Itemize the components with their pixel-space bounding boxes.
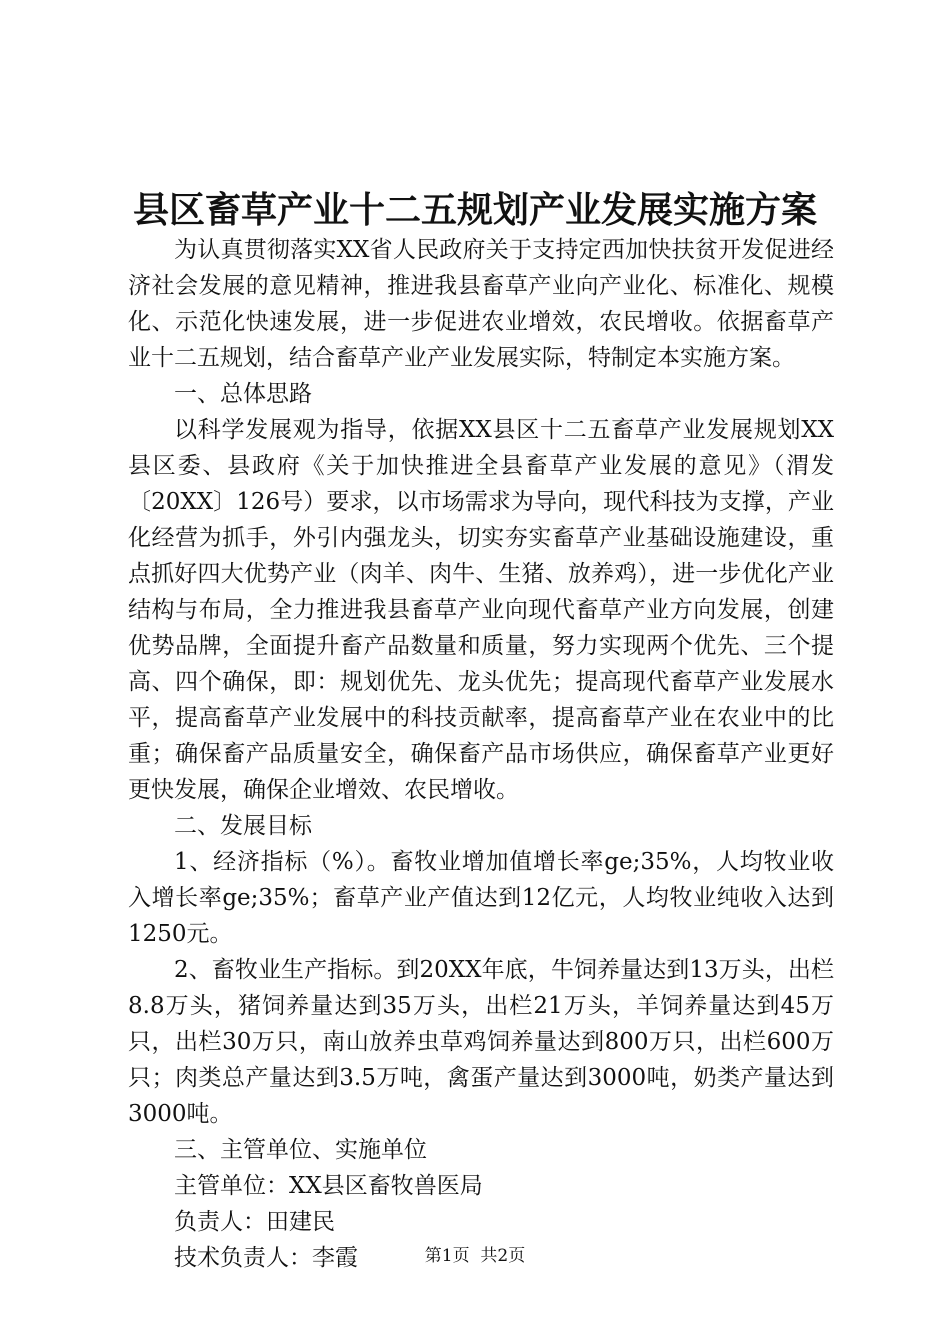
document-body: [128, 232, 834, 1276]
section-heading-development-goals: 二、发展目标: [174, 813, 312, 839]
supervising-unit-line: 主管单位：XX县区畜牧兽医局: [174, 1173, 483, 1199]
section-heading-units: 三、主管单位、实施单位: [174, 1137, 427, 1163]
economic-indicators-paragraph: 1、经济指标（%）。畜牧业增加值增长率ge;35%，人均牧业收入增长率ge;35%；畜草产业产值达到12亿元，人均牧业纯收入达到1250元。: [128, 849, 834, 947]
production-indicators-paragraph: 2、畜牧业生产指标。到20XX年底，牛饲养量达到13万头，出栏8.8万头，猪饲养量达到35万头，出栏21万头，羊饲养量达到45万只，出栏30万只，南山放养虫草鸡饲养量达到800万只，出栏600万只；肉类总产量达到3.5万吨，禽蛋产量达到3000吨，奶类产量达到3000吨。: [128, 957, 834, 1127]
overall-approach-paragraph: 以科学发展观为指导，依据XX县区十二五畜草产业发展规划XX县区委、县政府《关于加快推进全县畜草产业发展的意见》（渭发〔20XX〕126号）要求，以市场需求为导向，现代科技为支撑，产业化经营为抓手，外引内强龙头，切实夯实畜草产业基础设施建设，重点抓好四大优势产业（肉羊、肉牛、生猪、放养鸡），进一步优化产业结构与布局，全力推进我县畜草产业向现代畜草产业方向发展，创建优势品牌，全面提升畜产品数量和质量，努力实现两个优先、三个提高、四个确保，即：规划优先、龙头优先；提高现代畜草产业发展水平，提高畜草产业发展中的科技贡献率，提高畜草产业在农业中的比重；确保畜产品质量安全，确保畜产品市场供应，确保畜草产业更好更快发展，确保企业增效、农民增收。: [128, 417, 834, 803]
section-heading-overall-approach: 一、总体思路: [174, 381, 312, 407]
document-title: 县区畜草产业十二五规划产业发展实施方案: [132, 189, 817, 231]
intro-paragraph: 为认真贯彻落实XX省人民政府关于支持定西加快扶贫开发促进经济社会发展的意见精神，推进我县畜草产业向产业化、标准化、规模化、示范化快速发展，进一步促进农业增效，农民增收。依据畜草产业十二五规划，结合畜草产业产业发展实际，特制定本实施方案。: [128, 237, 834, 371]
technical-lead-line: 技术负责人：李霞: [174, 1245, 358, 1271]
page-footer: 第1页 共2页: [424, 1246, 526, 1266]
person-in-charge-line: 负责人：田建民: [174, 1209, 335, 1235]
